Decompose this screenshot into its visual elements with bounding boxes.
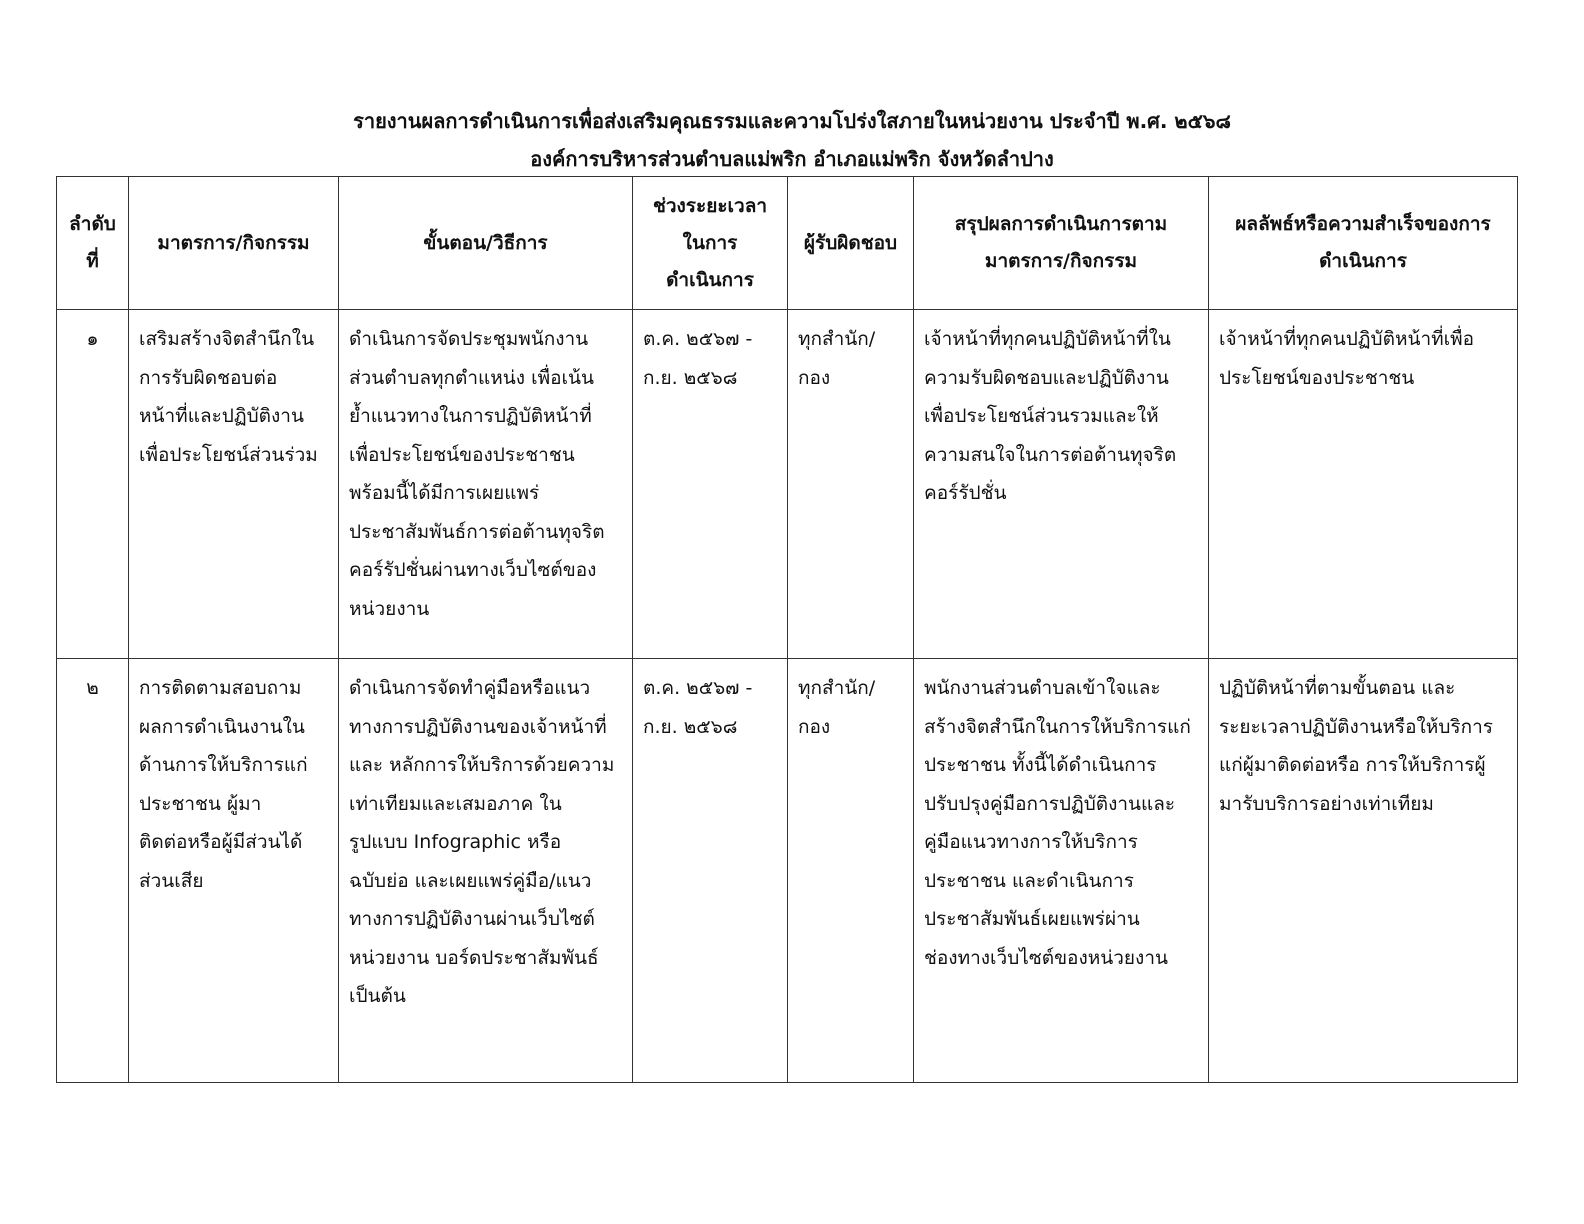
header-responsible (788, 177, 914, 310)
cell-text-line: ประชาชน และดำเนินการ (924, 869, 1134, 892)
cell-text-line: ประชาสัมพันธ์การต่อต้านทุจริต (349, 520, 605, 543)
header-text-line: ดำเนินการ (1319, 250, 1407, 272)
cell-text-line: ผลการดำเนินงานใน (139, 715, 305, 738)
header-text-line: สรุปผลการดำเนินการตาม (954, 213, 1168, 235)
cell-text-line: หน่วยงาน (349, 597, 430, 620)
cell-text-line: พนักงานส่วนตำบลเข้าใจและ (924, 677, 1161, 699)
cell-text-line: ความรับผิดชอบและปฏิบัติงาน (924, 366, 1169, 389)
cell-text-line: ประชาชน ทั้งนี้ได้ดำเนินการ (924, 754, 1157, 776)
table-body (57, 310, 1518, 1083)
order-number-text: ๑ (86, 328, 99, 350)
cell-text-line: ดำเนินการจัดทำคู่มือหรือแนว (349, 677, 591, 699)
cell-text-line: ติดต่อหรือผู้มีส่วนได้ (139, 831, 303, 853)
cell-result (1209, 310, 1518, 659)
cell-text-line: ก.ย. ๒๕๖๘ (643, 366, 738, 389)
header-period (633, 177, 788, 310)
organization-subtitle: องค์การบริหารส่วนตำบลแม่พริก อำเภอแม่พริก จังหวัดลำปาง (530, 147, 1054, 171)
cell-text-line: แก่ผู้มาติดต่อหรือ การให้บริการผู้ (1219, 754, 1486, 776)
cell-order-number (57, 310, 129, 659)
cell-summary (914, 659, 1209, 1083)
cell-text-line: ช่องทางเว็บไซต์ของหน่วยงาน (924, 946, 1168, 969)
cell-period (633, 310, 788, 659)
cell-text-line: รูปแบบ Infographic หรือ (349, 831, 562, 853)
cell-text-line: ทางการปฏิบัติงานผ่านเว็บไซต์ (349, 908, 595, 930)
cell-text-line: ดำเนินการจัดประชุมพนักงาน (349, 328, 589, 350)
cell-text-line: เจ้าหน้าที่ทุกคนปฏิบัติหน้าที่ใน (924, 328, 1171, 350)
cell-text-line: หน้าที่และปฏิบัติงาน (139, 405, 304, 427)
cell-method (339, 310, 633, 659)
cell-result (1209, 659, 1518, 1083)
cell-text-line: ต.ค. ๒๕๖๗ - (643, 677, 753, 699)
cell-period (633, 659, 788, 1083)
cell-measure (129, 310, 339, 659)
cell-responsible (788, 659, 914, 1083)
cell-text-line: คอร์รัปชั่นผ่านทางเว็บไซต์ของ (349, 559, 597, 581)
header-text-line: ผลลัพธ์หรือความสำเร็จของการ (1235, 213, 1491, 235)
cell-text-line: หน่วยงาน บอร์ดประชาสัมพันธ์ (349, 946, 599, 969)
cell-text-line: ปฏิบัติหน้าที่ตามขั้นตอน และ (1219, 677, 1456, 699)
cell-text-line: เจ้าหน้าที่ทุกคนปฏิบัติหน้าที่เพื่อ (1219, 328, 1475, 350)
header-method (339, 177, 633, 310)
table-row (57, 659, 1518, 1083)
header-text-line: ในการ (682, 231, 738, 254)
header-text-line: ที่ (86, 250, 99, 272)
cell-text-line: ระยะเวลาปฏิบัติงานหรือให้บริการ (1219, 715, 1493, 738)
header-text-line: ดำเนินการ (666, 268, 754, 291)
cell-text-line: ส่วนตำบลทุกตำแหน่ง เพื่อเน้น (349, 366, 594, 389)
cell-text-line: เพื่อประโยชน์ส่วนรวมและให้ (924, 405, 1159, 427)
cell-text-line: ฉบับย่อ และเผยแพร่คู่มือ/แนว (349, 869, 592, 892)
header-text-line: ลำดับ (69, 213, 116, 235)
cell-text-line: ทางการปฏิบัติงานของเจ้าหน้าที่ (349, 715, 607, 738)
cell-text-line: พร้อมนี้ได้มีการเผยแพร่ (349, 482, 540, 504)
header-result (1209, 177, 1518, 310)
table-header-row (57, 177, 1518, 310)
header-summary (914, 177, 1209, 310)
cell-text-line: การรับผิดชอบต่อ (139, 366, 278, 389)
header-measure (129, 177, 339, 310)
cell-text-line: กอง (798, 715, 831, 738)
cell-text-line: ต.ค. ๒๕๖๗ - (643, 328, 753, 350)
cell-text-line: สร้างจิตสำนึกในการให้บริการแก่ (924, 715, 1191, 738)
cell-summary (914, 310, 1209, 659)
cell-text-line: ก.ย. ๒๕๖๘ (643, 715, 738, 738)
cell-text-line: เสริมสร้างจิตสำนึกใน (139, 328, 315, 350)
cell-text-line: ย้ำแนวทางในการปฏิบัติหน้าที่ (349, 405, 592, 427)
cell-text-line: ทุกสำนัก/ (798, 677, 876, 699)
cell-text-line: ความสนใจในการต่อต้านทุจริต (924, 443, 1177, 466)
report-table (56, 176, 1518, 1083)
cell-text-line: ประชาชน ผู้มา (139, 792, 262, 815)
cell-text-line: คอร์รัปชั่น (924, 482, 1007, 504)
cell-text-line: เพื่อประโยชน์ของประชาชน (349, 443, 575, 466)
cell-text-line: มารับบริการอย่างเท่าเทียม (1219, 792, 1434, 815)
cell-text-line: ด้านการให้บริการแก่ (139, 754, 308, 776)
cell-method (339, 659, 633, 1083)
cell-responsible (788, 310, 914, 659)
cell-text-line: ประชาสัมพันธ์เผยแพร่ผ่าน (924, 908, 1140, 930)
table-row (57, 310, 1518, 659)
cell-text-line: กอง (798, 366, 831, 389)
header-text-line: ช่วงระยะเวลา (652, 194, 768, 217)
report-title: รายงานผลการดำเนินการเพื่อส่งเสริมคุณธรรมและความโปร่งใสภายในหน่วยงาน ประจำปี พ.ศ. ๒๕๖๘ (353, 109, 1231, 133)
header-text-line: มาตรการ/กิจกรรม (984, 250, 1138, 272)
cell-text-line: ส่วนเสีย (139, 869, 204, 892)
order-number-text: ๒ (86, 677, 99, 699)
header-text-line: ขั้นตอน/วิธีการ (423, 231, 548, 254)
header-text-line: มาตรการ/กิจกรรม (157, 231, 310, 254)
cell-text-line: เป็นต้น (349, 985, 406, 1007)
header-text-line: ผู้รับผิดชอบ (803, 231, 898, 254)
cell-text-line: เท่าเทียมและเสมอภาค ใน (349, 792, 562, 815)
header-order-number (57, 177, 129, 310)
cell-text-line: ประโยชน์ของประชาชน (1219, 366, 1415, 389)
cell-text-line: คู่มือแนวทางการให้บริการ (924, 831, 1138, 853)
cell-text-line: เพื่อประโยชน์ส่วนร่วม (139, 443, 318, 466)
cell-text-line: และ หลักการให้บริการด้วยความ (349, 754, 615, 776)
cell-text-line: การติดตามสอบถาม (139, 677, 302, 699)
cell-measure (129, 659, 339, 1083)
cell-text-line: ทุกสำนัก/ (798, 328, 876, 350)
cell-text-line: ปรับปรุงคู่มือการปฏิบัติงานและ (924, 792, 1176, 815)
cell-order-number (57, 659, 129, 1083)
